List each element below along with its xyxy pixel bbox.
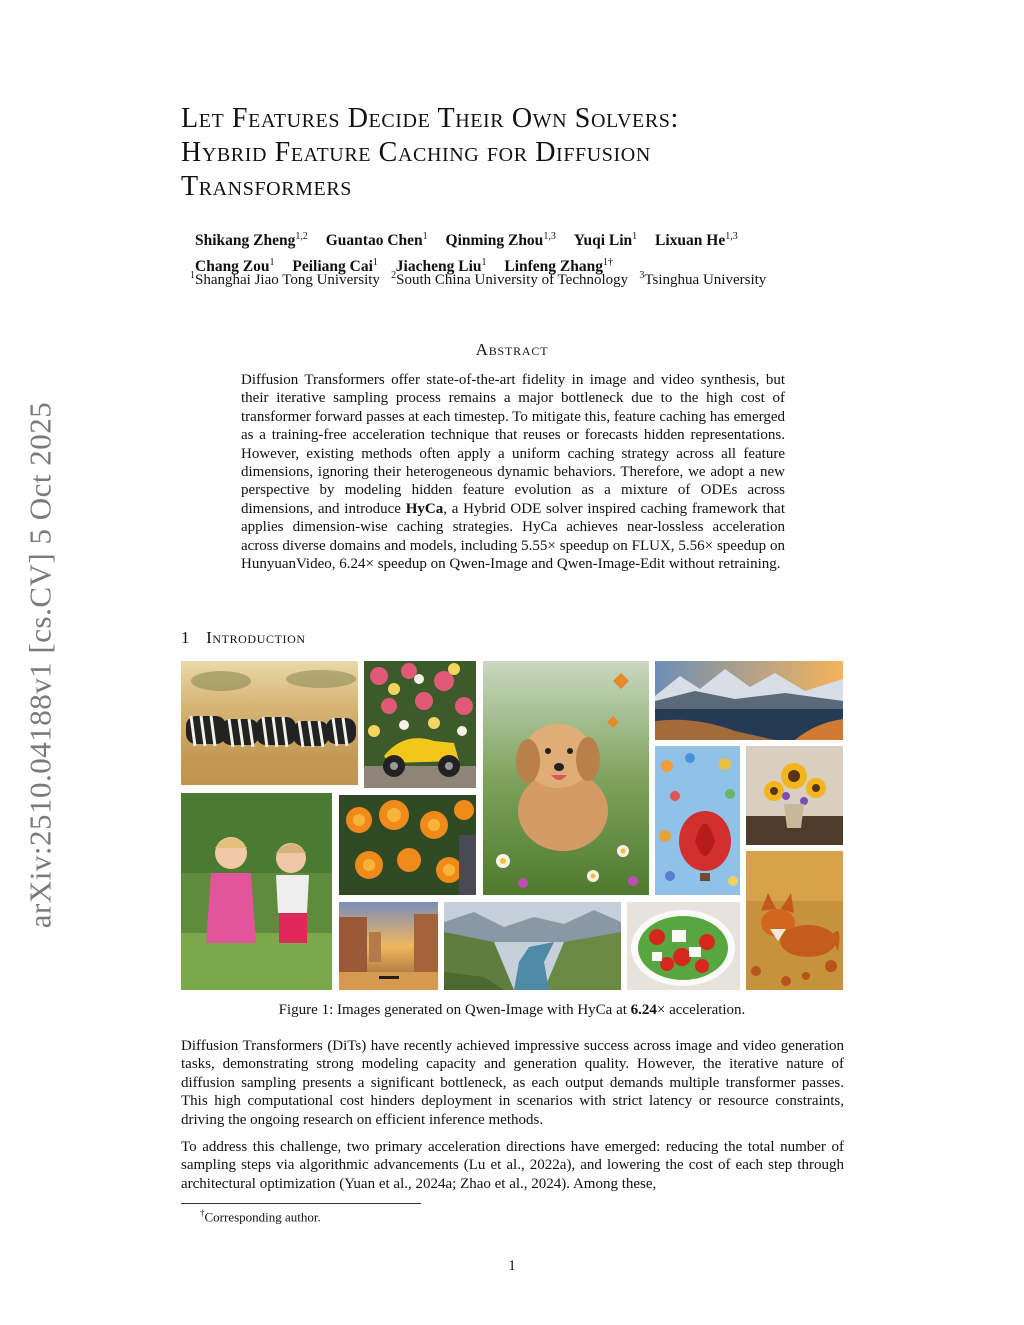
affiliations: $^1$Shanghai Jiao Tong University $^2$South China University of Technology $^3$Tsinghua University	[190, 270, 767, 288]
figure-caption: Figure 1: Images generated on Qwen-Image with HyCa at 6.24× acceleration.	[278, 1002, 746, 1018]
title-line-3: Transformers	[181, 171, 353, 202]
author: Yuqi Lin$^1$	[573, 231, 638, 250]
image-zebras	[181, 661, 358, 785]
image-hot-air-balloons	[655, 746, 740, 895]
abstract-heading: Abstract	[475, 340, 549, 359]
image-fjord	[444, 902, 621, 990]
image-puppy	[483, 661, 649, 895]
footnote: †Corresponding author.	[200, 1208, 321, 1225]
author: Linfeng Zhang$^{1\dagger}$	[504, 257, 614, 276]
image-fox	[746, 851, 843, 990]
author-row-1	[195, 226, 875, 252]
footnote-rule	[181, 1203, 421, 1204]
arxiv-stamp: arXiv:2510.04188v1 [cs.CV] 5 Oct 2025	[22, 401, 57, 929]
image-mountain-lake	[655, 661, 843, 740]
image-venice-canal	[339, 902, 438, 990]
author: Chang Zou$^1$	[195, 257, 275, 276]
image-scooter-flowers	[364, 661, 476, 788]
image-marigolds	[339, 795, 476, 895]
body-paragraph-2: To address this challenge, two primary acceleration directions have emerged: reducing the total number of sampling steps via algorithmic advancements (Lu et al., 2022a), and lowering the cost of each step through architectural optimization (Yuan et al., 2024a; Zhao et al., 2024). Among these,	[181, 1139, 844, 1192]
body-paragraph-1: Diffusion Transformers (DiTs) have recently achieved impressive success across image and video generation tasks, demonstrating strong modeling capacity and generation quality. However, the iterative nature of diffusion sampling presents a significant bottleneck, as each output demands multiple transformer passes. This high computational cost hinders deployment in scenarios with strict latency or resource constraints, driving the ongoing research on efficient inference methods.	[181, 1038, 844, 1128]
author: Shikang Zheng$^{1,2}$	[195, 231, 308, 250]
author: Jiacheng Liu$^1$	[395, 257, 487, 276]
author: Qinming Zhou$^{1,3}$	[445, 231, 556, 250]
author: Peiliang Cai$^1$	[292, 257, 378, 276]
title-line-2: Hybrid Feature Caching for Diffusion	[181, 137, 651, 168]
section-heading: 1 Introduction	[181, 628, 306, 647]
paper-title	[181, 102, 881, 204]
author: Guantao Chen$^1$	[325, 231, 428, 250]
image-children	[181, 793, 332, 990]
image-sunflowers	[746, 746, 843, 845]
title-line-1: Let Features Decide Their Own Solvers:	[181, 103, 679, 134]
page-number: 1	[508, 1258, 516, 1274]
author: Lixuan He$^{1,3}$	[655, 231, 738, 250]
abstract-text: Diffusion Transformers offer state-of-the-art fidelity in image and video synthesis, but their iterative sampling process remains a major bottleneck due to the high cost of transformer forward passes at each timestep. To mitigate this, feature caching has emerged as a training-free acceleration technique that reuses or forecasts hidden representations. However, existing methods often apply a uniform caching strategy across all feature dimensions, ignoring their heterogeneous dynamic behaviors. Therefore, we adopt a new perspective by modeling hidden feature evolution as a mixture of ODEs across dimensions, and introduce HyCa, a Hybrid ODE solver inspired caching framework that applies dimension-wise caching strategies. HyCa achieves near-lossless acceleration across diverse domains and models, including 5.55× speedup on FLUX, 5.56× speedup on HunyuanVideo, 6.24× speedup on Qwen-Image and Qwen-Image-Edit without retraining.	[241, 372, 785, 573]
image-salad	[627, 902, 740, 990]
